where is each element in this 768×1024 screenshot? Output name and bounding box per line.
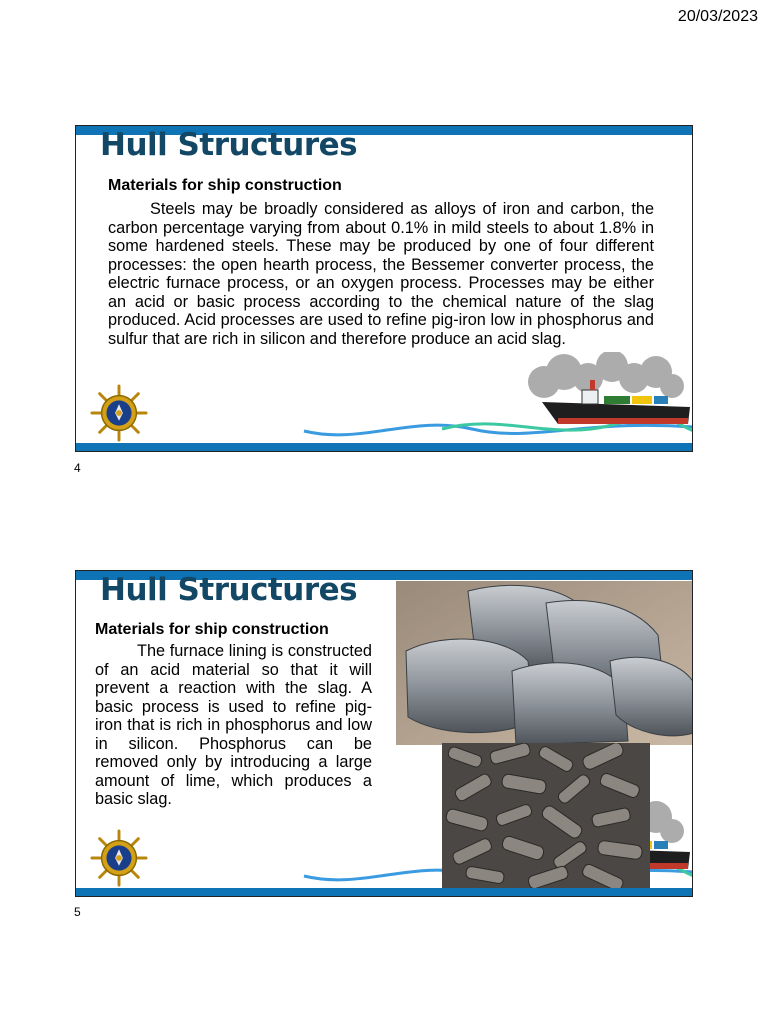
slide-body-text: Steels may be broadly considered as alloys of iron and carbon, the carbon percentage varying from about 0.1% in mild steels to about 1.8% in some hardened steels. These may be produced by one of four different processes: the open hearth process, the Bessemer converter process, the electric furnace process, or an oxygen process. Processes may be either an acid or basic process according to the chemical nature of the slag produced. Acid processes are used to refine pig-iron low in phosphorus and sulfur that are rich in silicon and therefore produce an acid slag. <box>108 200 654 348</box>
slide-subtitle: Materials for ship construction <box>95 621 329 638</box>
pig-iron-ingots-photo <box>396 581 693 745</box>
scrap-metal-photo <box>442 743 650 889</box>
emblem-logo-icon <box>90 829 148 887</box>
smoke-cloud-icon <box>528 352 684 398</box>
slide-title: Hull Structures <box>100 127 358 163</box>
ship-icon <box>522 352 692 442</box>
emblem-logo-icon <box>90 384 148 442</box>
page-number: 5 <box>74 905 81 919</box>
slide-bottom-bar <box>76 443 692 451</box>
slide-subtitle: Materials for ship construction <box>108 177 342 194</box>
slide-4 <box>75 125 693 452</box>
slide-5 <box>75 570 693 897</box>
slide-body-text: The furnace lining is constructed of an acid material so that it will prevent a reaction with the slag. A basic process is used to refine pig-iron that is rich in phosphorus and low in silicon. Phosphorus can be removed only by introducing a large amount of lime, which produces a basic slag. <box>95 642 372 808</box>
slide-bottom-bar <box>76 888 692 896</box>
slide-title: Hull Structures <box>100 572 358 608</box>
document-date: 20/03/2023 <box>677 8 758 25</box>
page-number: 4 <box>74 461 81 475</box>
